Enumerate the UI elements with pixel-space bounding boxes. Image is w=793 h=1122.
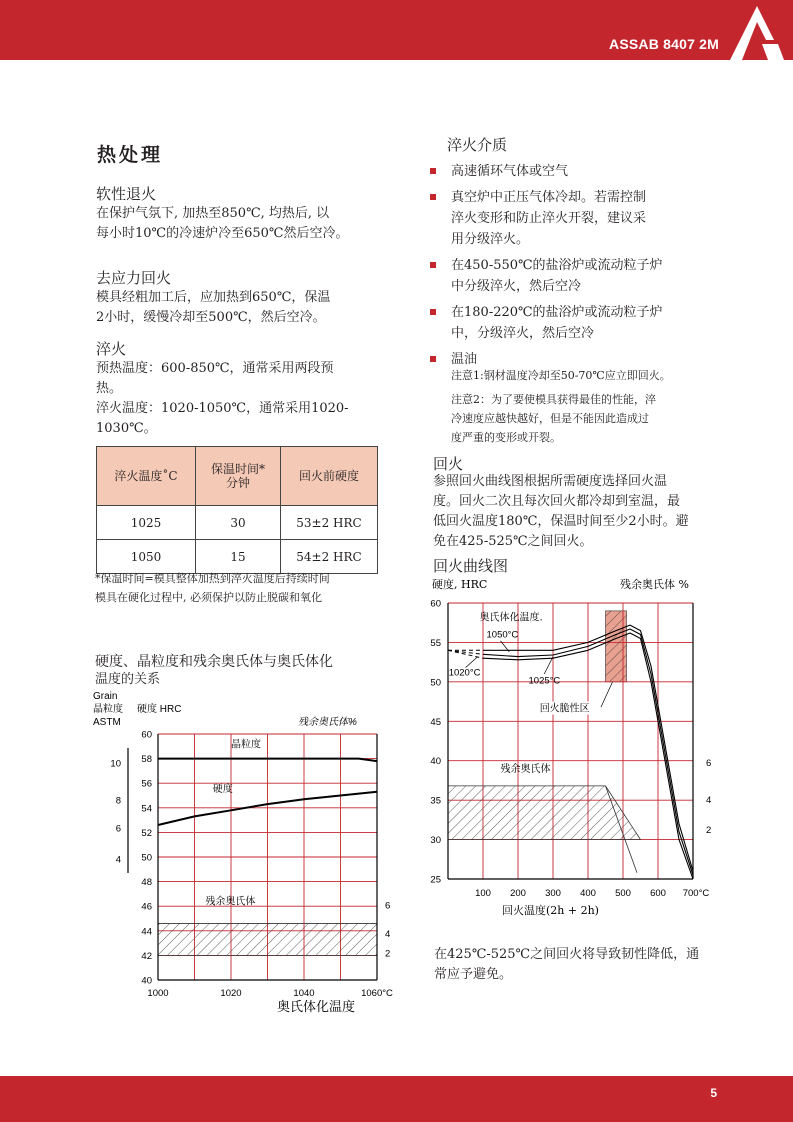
text-line: 淬火变形和防止淬火开裂，建议采 — [451, 211, 647, 226]
table-cell: 1025 — [97, 506, 196, 540]
grain-label: Grain — [93, 691, 118, 702]
table-cell: 53±2 HRC — [281, 506, 378, 540]
table-cell: 54±2 HRC — [281, 540, 378, 574]
grain-tick-label: 8 — [115, 795, 121, 807]
text-line: *保温时间=模具整体加热到淬火温度后持续时间 — [95, 572, 330, 585]
text-line: 1030℃。 — [96, 421, 157, 436]
grain-tick-label: 10 — [110, 758, 121, 770]
x-axis-label: 奥氏体化温度 — [277, 1000, 356, 1015]
table-footnote — [95, 569, 330, 607]
right-tick-label: 2 — [385, 948, 391, 960]
page-number: 5 — [710, 1086, 717, 1100]
bullet-icon — [430, 356, 436, 362]
text-line: 常应予避免。 — [434, 967, 513, 982]
series-label: 硬度 — [212, 783, 233, 795]
table-header-cell: 回火前硬度 — [281, 447, 378, 506]
right-tick-label: 4 — [706, 794, 712, 806]
text-line: 热。 — [96, 381, 123, 396]
text-line: 免在425-525℃之间回火。 — [433, 534, 593, 549]
tempering-warning — [434, 945, 699, 985]
y-axis-label: 硬度, HRC — [432, 578, 488, 591]
text-line: 预热温度：600-850℃，通常采用两段预 — [96, 361, 334, 376]
annotation-label: 1020°C — [448, 667, 481, 679]
text-line: 度。回火二次且每次回火都冷却到室温，最 — [433, 494, 681, 509]
y-tick-label: 46 — [141, 901, 152, 913]
text-line: 低回火温度180℃，保温时间至少2小时。避 — [433, 514, 689, 529]
header-line: 分钟 — [225, 476, 250, 490]
list-item — [430, 302, 730, 344]
text-line: 模具在硬化过程中, 必须保护以防止脱碳和氧化 — [95, 591, 322, 604]
table-cell: 15 — [196, 540, 281, 574]
y-tick-label: 52 — [141, 827, 152, 839]
hardening-heading: 淬火 — [96, 341, 127, 358]
x-tick-label: 1060°C — [361, 988, 393, 999]
table-header-cell: 淬火温度˚C — [97, 447, 196, 506]
annotation-leader — [466, 657, 478, 668]
text-line: 冷速度应越快越好，但是不能因此造成过 — [451, 412, 649, 425]
text-line: 温油 — [451, 352, 478, 367]
x-tick-label: 300 — [545, 888, 561, 899]
note-2 — [451, 390, 656, 447]
right-tick-label: 6 — [706, 757, 712, 769]
annotation-label: 残余奥氏体 — [500, 763, 551, 775]
text-line: 在425℃-525℃之间回火将导致韧性降低，通 — [434, 947, 700, 962]
y-tick-label: 58 — [141, 754, 152, 766]
table-cell: 30 — [196, 506, 281, 540]
text-line: 2小时，缓慢冷却至500℃，然后空冷。 — [96, 310, 326, 325]
y-tick-label: 60 — [141, 729, 152, 741]
tempering-text — [433, 472, 689, 552]
stress-relief-heading: 去应力回火 — [96, 270, 172, 287]
text-line: 注意2：为了要使模具获得最佳的性能，淬 — [451, 393, 656, 406]
x-tick-label: 600 — [650, 888, 666, 899]
table-row — [97, 506, 378, 540]
y-tick-label: 56 — [141, 778, 152, 790]
y-tick-label: 40 — [430, 756, 441, 768]
text-line: 在保护气氛下, 加热至850℃, 均热后, 以 — [96, 206, 330, 221]
retained-austenite-region — [448, 786, 641, 840]
grain-label: ASTM — [93, 717, 121, 728]
annotation-leader — [601, 682, 613, 707]
retained-austenite-band — [158, 923, 377, 955]
table-header-cell — [196, 447, 281, 506]
text-line: 硬度、晶粒度和残余奥氏体与奥氏体化 — [95, 653, 333, 669]
y-tick-label: 44 — [141, 926, 152, 938]
y-tick-label: 50 — [430, 677, 441, 689]
hardening-table — [96, 446, 378, 574]
y-tick-label: 25 — [430, 874, 441, 886]
tempering-chart — [422, 572, 722, 922]
note-1: 注意1:钢材温度冷却至50-70℃应立即回火。 — [451, 369, 671, 382]
text-line: 参照回火曲线图根据所需硬度选择回火温 — [433, 474, 668, 489]
y-tick-label: 30 — [430, 835, 441, 847]
page-title: 热处理 — [97, 144, 164, 166]
tempering-curve-start — [448, 650, 483, 654]
x-tick-label: 500 — [615, 888, 631, 899]
x-tick-label: 400 — [580, 888, 596, 899]
header-line: 保温时间* — [210, 462, 265, 476]
assab-logo-icon — [722, 0, 793, 60]
text-line: 高速循环气体或空气 — [451, 164, 569, 179]
table-cell: 1050 — [97, 540, 196, 574]
text-line: 淬火温度：1020-1050℃，通常采用1020- — [96, 401, 349, 416]
band-label: 残余奥氏体 — [205, 896, 256, 908]
hardness-label: 硬度 HRC — [137, 704, 182, 715]
annotation-label: 奥氏体化温度. — [479, 612, 543, 624]
hardening-text — [96, 359, 349, 439]
list-item — [430, 187, 730, 250]
annotation-leader — [544, 657, 553, 674]
retained-austenite-axis-label: 残余奥氏体 % — [620, 578, 689, 591]
right-tick-label: 2 — [706, 824, 712, 836]
text-line: 用分级淬火。 — [451, 232, 530, 247]
bullet-icon — [430, 168, 436, 174]
y-tick-label: 45 — [430, 716, 441, 728]
y-tick-label: 48 — [141, 877, 152, 889]
y-tick-label: 54 — [141, 803, 152, 815]
austenitizing-chart — [88, 688, 408, 1028]
footer-bar — [0, 1076, 793, 1122]
x-tick-label: 100 — [475, 888, 491, 899]
right-tick-label: 6 — [385, 900, 391, 912]
bullet-icon — [430, 194, 436, 200]
grain-tick-label: 4 — [115, 854, 121, 866]
text-line: 在450-550℃的盐浴炉或流动粒子炉 — [451, 258, 663, 273]
list-item — [430, 255, 730, 297]
quench-media-list — [430, 161, 730, 375]
bullet-icon — [430, 262, 436, 268]
y-tick-label: 42 — [141, 950, 152, 962]
text-line: 温度的关系 — [95, 671, 161, 686]
x-tick-label: 1020 — [220, 988, 242, 999]
x-tick-label: 1040 — [293, 988, 315, 999]
y-tick-label: 40 — [141, 975, 152, 987]
grain-label: 晶粒度 — [93, 704, 123, 715]
stress-relief-text — [96, 288, 330, 328]
annotation-label: 1050°C — [486, 629, 519, 641]
soft-anneal-text — [96, 204, 348, 244]
retained-austenite-label: 残余奥氏体% — [298, 717, 357, 728]
header-bar — [0, 0, 793, 60]
y-tick-label: 60 — [430, 598, 441, 610]
soft-anneal-heading: 软性退火 — [96, 186, 157, 203]
text-line: 真空炉中正压气体冷却。若需控制 — [451, 190, 647, 205]
table-header-row — [97, 447, 378, 506]
text-line: 中分级淬火，然后空冷 — [451, 279, 582, 294]
bullet-icon — [430, 309, 436, 315]
text-line: 模具经粗加工后，应加热到650℃，保温 — [96, 290, 331, 305]
x-axis-label: 回火温度(2h + 2h) — [502, 904, 599, 917]
text-line: 在180-220℃的盐浴炉或流动粒子炉 — [451, 305, 663, 320]
grain-tick-label: 6 — [115, 823, 121, 835]
series-label: 晶粒度 — [231, 739, 261, 751]
right-tick-label: 4 — [385, 928, 391, 940]
text-line: 度严重的变形或开裂。 — [451, 431, 561, 444]
x-tick-label: 1000 — [147, 988, 169, 999]
brand-title: ASSAB 8407 2M — [609, 36, 719, 52]
quench-media-heading: 淬火介质 — [447, 137, 508, 154]
y-tick-label: 35 — [430, 795, 441, 807]
x-tick-label: 200 — [510, 888, 526, 899]
annotation-label: 回火脆性区 — [539, 703, 590, 715]
annotation-label: 1025°C — [528, 675, 561, 687]
x-tick-label: 700°C — [682, 888, 710, 899]
y-tick-label: 55 — [430, 637, 441, 649]
text-line: 每小时10℃的冷速炉冷至650℃然后空冷。 — [96, 226, 349, 241]
tempering-chart-title: 回火曲线图 — [433, 558, 509, 575]
tempering-heading: 回火 — [433, 456, 464, 473]
text-line: 中，分级淬火，然后空冷 — [451, 326, 595, 341]
list-item — [430, 161, 730, 182]
left-chart-title — [95, 653, 333, 687]
y-tick-label: 50 — [141, 852, 152, 864]
